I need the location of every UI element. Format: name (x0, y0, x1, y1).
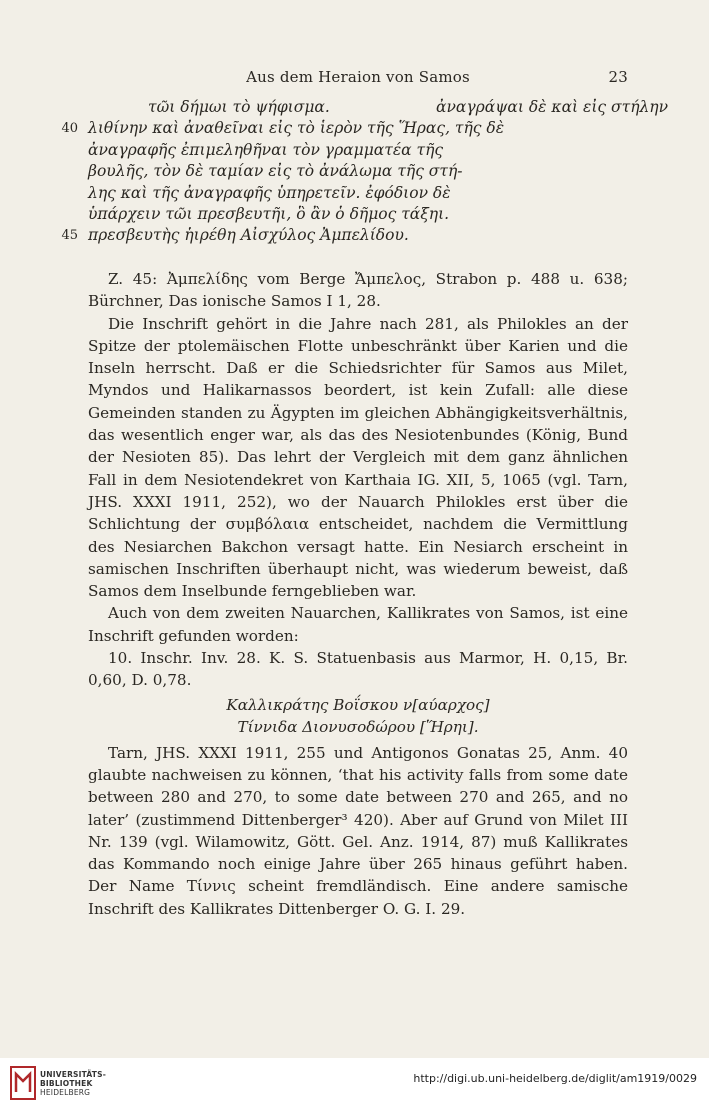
greek-inscription-text (61, 97, 669, 247)
greek-line (88, 97, 669, 118)
greek-line-text: λης καὶ τῆς ἀναγραφῆς ὑπηρετεῖν. ἐφόδιον δὲ (88, 183, 451, 202)
greek-line (88, 204, 628, 225)
library-footer (0, 1058, 709, 1112)
greek-line (61, 225, 628, 246)
greek-line-text: ὑπάρχειν τῶι πρεσβευτῆι, ὃ ἂν ὁ δῆμος τάξηι. (88, 204, 450, 223)
line-number: 45 (61, 228, 78, 244)
header-title: Aus dem Heraion von Samos (246, 68, 470, 86)
greek-line-text: βουλῆς, τὸν δὲ ταμίαν εἰς τὸ ἀνάλωμα τῆς στή- (88, 162, 463, 181)
greek-line (88, 161, 628, 182)
source-url-link[interactable]: http://digi.ub.uni-heidelberg.de/diglit/am1919/0029 (413, 1072, 697, 1085)
line-number: 40 (61, 121, 78, 137)
library-name-line: BIBLIOTHEK (40, 1079, 93, 1088)
greek-line (88, 183, 628, 204)
library-name (40, 1070, 106, 1097)
paragraph-commentary-note: Z. 45: Ἀμπελίδης vom Berge Ἄμπελος, Strabon p. 488 u. 638; Bürchner, Das ionische Samos I 1, 28. (88, 270, 628, 311)
running-header (88, 68, 628, 88)
inscription-line-2: Τίννιδα Διονυσοδώρου [Ἥρηι]. (237, 717, 479, 736)
greek-line-text: λιθίνην καὶ ἀναθεῖναι εἰς τὸ ἱερὸν τῆς Ἥρας, τῆς δὲ (88, 119, 505, 138)
body-text (88, 268, 628, 920)
greek-line-text: ἀναγραφῆς ἐπιμεληθῆναι τὸν γραμματέα τῆς (88, 140, 444, 159)
greek-line (88, 140, 628, 161)
greek-line (61, 118, 628, 139)
greek-line-text: τῶι δήμωι τὸ ψήφισμα. (148, 98, 330, 116)
library-name-line: HEIDELBERG (40, 1088, 91, 1097)
library-logo-icon (10, 1066, 36, 1100)
inscription-text (88, 694, 628, 738)
inscription-line-1: Καλλικράτης Βοΐσκου ν[αύαρχος] (226, 695, 490, 714)
greek-line-text-right: ἀναγράψαι δὲ καὶ εἰς στήλην (436, 98, 669, 116)
library-name-line: UNIVERSITÄTS- (40, 1070, 107, 1079)
paragraph-inscription-entry: 10. Inschr. Inv. 28. K. S. Statuenbasis aus Marmor, H. 0,15, Br. 0,60, D. 0,78. (88, 649, 628, 690)
page-number: 23 (608, 68, 628, 86)
paragraph-intro-second-inscription: Auch von dem zweiten Nauarchen, Kallikrates von Samos, ist eine Inschrift gefunden worden: (88, 604, 628, 645)
paragraph-tarn-discussion: Tarn, JHS. XXXI 1911, 255 und Antigonos Gonatas 25, Anm. 40 glaubte nachweisen zu können, ‘that his activity falls from some date between 280 and 270, to some date between 270 and 265, and no later’ (zustimmend Dittenberger³ 420). Aber auf Grund von Milet III Nr. 139 (vgl. Wilamowitz, Gött. Gel. Anz. 1914, 87) muß Kallikrates das Kommando noch einige Jahre über 265 hinaus geführt haben. Der Name Τίννις scheint fremdländisch. Eine andere samische Inschrift des Kallikrates Dittenberger O. G. I. 29. (88, 743, 628, 918)
greek-line-text: πρεσβευτὴς ἡιρέθη Αἰσχύλος Ἀμπελίδου. (88, 226, 409, 245)
paragraph-discussion: Die Inschrift gehört in die Jahre nach 281, als Philokles an der Spitze der ptolemäischen Flotte unbeschränkt über Karien und die Inseln herrscht. Daß er die Schiedsrichter für Samos aus Milet, Myndos und Halikarnassos beordert, ist kein Zufall: alle diese Gemeinden standen zu Ägypten im gleichen Abhängigkeitsverhältnis, das wesentlich enger war, als das des Nesiotenbundes (König, Bund der Nesioten 85). Das lehrt der Vergleich mit dem ganz ähnlichen Fall in dem Nesiotendekret von Karthaia IG. XII, 5, 1065 (vgl. Tarn, JHS. XXXI 1911, 252), wo der Nauarch Philokles erst über die Schlichtung der συμβόλαια entscheidet, nachdem die Vermittlung des Nesiarchen Bakchon versagt hatte. Ein Nesiarch erscheint in samischen Inschriften überhaupt nicht, was wiederum beweist, daß Samos dem Inselbunde ferngeblieben war. (88, 314, 628, 601)
